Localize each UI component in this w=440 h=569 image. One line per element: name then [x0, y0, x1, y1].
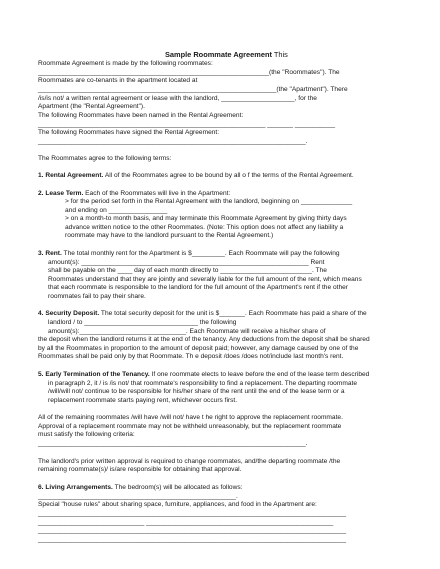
deposit-line: landlord / to _______________________________ the following	[48, 319, 237, 326]
lease-term-line: > for the period set forth in the Rental Agreement with the landlord, beginning on ______________	[65, 198, 353, 205]
intro-line: Roommate Agreement is made by the following roommates:	[38, 60, 213, 67]
termination-line: /will/will not/ continue to be responsible for his/her share of the rent until the end of the lease term or a	[48, 388, 345, 395]
house-rules-blank: ____________________________________________________________________________________	[38, 510, 347, 517]
deposit-line: the deposit when the landlord returns it at the end of the tenancy. Any deductions from the deposit shall be shared	[38, 336, 370, 343]
deposit-line: Roommates shall be paid only by that Roommate. Th e deposit /does /does not/include last month's rent.	[38, 353, 344, 360]
section-rent: 3. Rent. The total monthly rent for the Apartment is $_________. Each Roommate will pay the following	[38, 250, 340, 257]
terms-intro: The Roommates agree to the following terms:	[38, 155, 172, 162]
section-early-termination: 5. Early Termination of the Tenancy. If one roommate elects to leave before the end of the lease term described	[38, 371, 370, 378]
apartment-blank: _________________________________________________________________(the "Apartment"). There	[38, 86, 348, 93]
lease-term-line: roommate may have to the landlord pursuant to the Rental Agreement.)	[65, 232, 274, 239]
section-living-arrangements: 6. Living Arrangements. The bedroom(s) will be allocated as follows:	[38, 484, 243, 491]
approval-line: must satisfy the following criteria:	[38, 431, 135, 438]
house-rules-blank: ____________________________________________________________________________________	[38, 527, 347, 534]
rent-line: that each roommate is responsible to the landlord for the full amount of the Apartment's rent if the other	[48, 284, 348, 291]
signed-roommates-blank: _________________________________________________________________________.	[38, 138, 308, 145]
named-roommates-blank: ______________________________________________________________ _______ ___________	[38, 121, 336, 128]
lease-line: /is/is not/ a written rental agreement or lease with the landlord, ____________________, for the	[38, 95, 317, 102]
rent-line: shall be payable on the ____ day of each month directly to _________________________. The	[48, 267, 327, 274]
lease-term-line: and ending on ________________	[65, 207, 168, 214]
rent-line: amount(s): ______________________________________________________________ Rent	[48, 259, 325, 266]
landlord-approval-line: remaining roommate(s)/ is/are responsible for obtaining that approval.	[38, 466, 242, 473]
house-rules-line: Special "house rules" about sharing space, furniture, appliances, and food in the Apartment are:	[38, 501, 317, 508]
house-rules-blank: ____________________________________________________________________________________	[38, 536, 347, 543]
criteria-blank: _________________________________________________________________________.	[38, 440, 308, 447]
approval-line: All of the remaining roommates /will have /will not/ have t he right to approve the replacement roommate.	[38, 414, 343, 421]
rent-line: roommates fail to pay their share.	[48, 293, 146, 300]
deposit-line: amount(s):_____________________________. Each Roommate will receive a his/her share of	[48, 328, 326, 335]
lease-term-line: > on a month-to month basis, and may terminate this Roommate Agreement by giving thirty days	[65, 215, 347, 222]
cotenants-line: Roommates are co-tenants in the apartment located at	[38, 77, 198, 84]
approval-line: Approval of a replacement roommate may not be withheld unreasonably, but the replacement roommate	[38, 423, 342, 430]
section-rental-agreement: 1. Rental Agreement. All of the Roommates agree to be bound by all o f the terms of the Rental Agreement.	[38, 172, 354, 179]
named-roommates-line: The following Roommates have been named in the Rental Agreement:	[38, 112, 244, 119]
bedroom-blank: ______________________________________________________.	[38, 493, 238, 500]
roommates-blank: _______________________________________________________________(the "Roommates"). The	[38, 69, 340, 76]
termination-line: replacement roommate starts paying rent, whichever occurs first.	[48, 397, 238, 404]
termination-line: in paragraph 2, it / is /is not/ that roommate's responsibility to find a replacement. The departing roommate	[48, 380, 358, 387]
deposit-line: by all the Roommates in proportion to the amount of deposit paid; however, any damage caused by one of the	[38, 345, 359, 352]
rent-line: Roommates understand that they are jointly and severally liable for the full amount of the rent, which means	[48, 276, 362, 283]
house-rules-blank: _____________________________ ___________________________________________________	[38, 519, 334, 526]
document-title: Sample Roommate Agreement This	[165, 50, 288, 59]
signed-roommates-line: The following Roommates have signed the Rental Agreement:	[38, 129, 220, 136]
landlord-approval-line: The landlord's prior written approval is required to change roommates, and/the departing roommate /the	[38, 458, 341, 465]
lease-term-line: advance written notice to the other Roommates. (Note: This option does not affect any liability a	[65, 224, 344, 231]
section-security-deposit: 4. Security Deposit. The total security deposit for the unit is $_______. Each Roommate has paid a share of the	[38, 310, 367, 317]
rental-agreement-line: Apartment (the "Rental Agreement").	[38, 103, 145, 110]
section-lease-term: 2. Lease Term. Each of the Roommates will live in the Apartment:	[38, 190, 231, 197]
